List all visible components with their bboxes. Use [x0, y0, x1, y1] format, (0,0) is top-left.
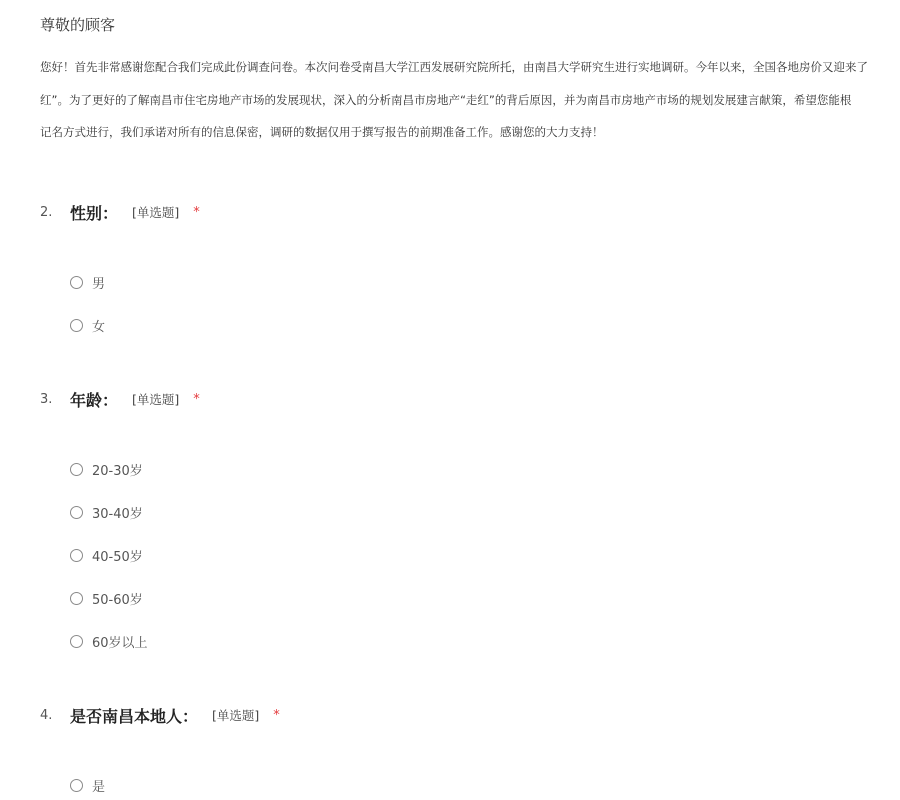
question-number: 3.	[40, 391, 53, 407]
question-type-label: [单选题]	[212, 708, 260, 723]
option-male[interactable]	[70, 273, 105, 291]
question-age-header	[40, 387, 200, 411]
radio-button[interactable]	[70, 463, 83, 476]
radio-button[interactable]	[70, 276, 83, 289]
required-marker: *	[273, 707, 280, 723]
question-number: 4.	[40, 707, 53, 723]
option-age-20-30[interactable]	[70, 460, 143, 478]
option-label: 50-60岁	[92, 592, 143, 608]
radio-button[interactable]	[70, 506, 83, 519]
option-local-yes[interactable]	[70, 776, 105, 794]
radio-button[interactable]	[70, 635, 83, 648]
question-local-header	[40, 703, 280, 727]
option-label: 20-30岁	[92, 463, 143, 479]
question-title: 年龄：	[70, 390, 119, 410]
radio-button[interactable]	[70, 319, 83, 332]
option-label: 60岁以上	[92, 635, 148, 651]
option-label: 是	[92, 779, 106, 795]
question-gender-header	[40, 200, 200, 224]
radio-button[interactable]	[70, 779, 83, 792]
question-number: 2.	[40, 204, 53, 220]
option-label: 男	[92, 276, 106, 292]
radio-button[interactable]	[70, 592, 83, 605]
question-type-label: [单选题]	[132, 392, 180, 407]
required-marker: *	[193, 204, 200, 220]
intro-title: 尊敬的顾客	[40, 16, 116, 34]
option-label: 30-40岁	[92, 506, 143, 522]
option-age-50-60[interactable]	[70, 589, 143, 607]
option-label: 40-50岁	[92, 549, 143, 565]
option-age-40-50[interactable]	[70, 546, 143, 564]
option-age-60-plus[interactable]	[70, 632, 148, 650]
option-label: 女	[92, 319, 106, 335]
radio-button[interactable]	[70, 549, 83, 562]
question-title: 是否南昌本地人：	[70, 706, 199, 726]
question-type-label: [单选题]	[132, 205, 180, 220]
option-female[interactable]	[70, 316, 105, 334]
question-title: 性别：	[70, 203, 119, 223]
intro-line-1: 您好！首先非常感谢您配合我们完成此份调查问卷。本次问卷受南昌大学江西发展研究院所托，由南昌大学研究生进行实地调研。今年以来，全国各地房价又迎来了	[40, 60, 868, 74]
intro-line-2: 红”。为了更好的了解南昌市住宅房地产市场的发展现状，深入的分析南昌市房地产“走红”的背后原因，并为南昌市房地产市场的规划发展建言献策，希望您能根	[40, 93, 852, 107]
option-age-30-40[interactable]	[70, 503, 143, 521]
required-marker: *	[193, 391, 200, 407]
intro-line-3: 记名方式进行，我们承诺对所有的信息保密，调研的数据仅用于撰写报告的前期准备工作。感谢您的大力支持！	[40, 125, 604, 139]
